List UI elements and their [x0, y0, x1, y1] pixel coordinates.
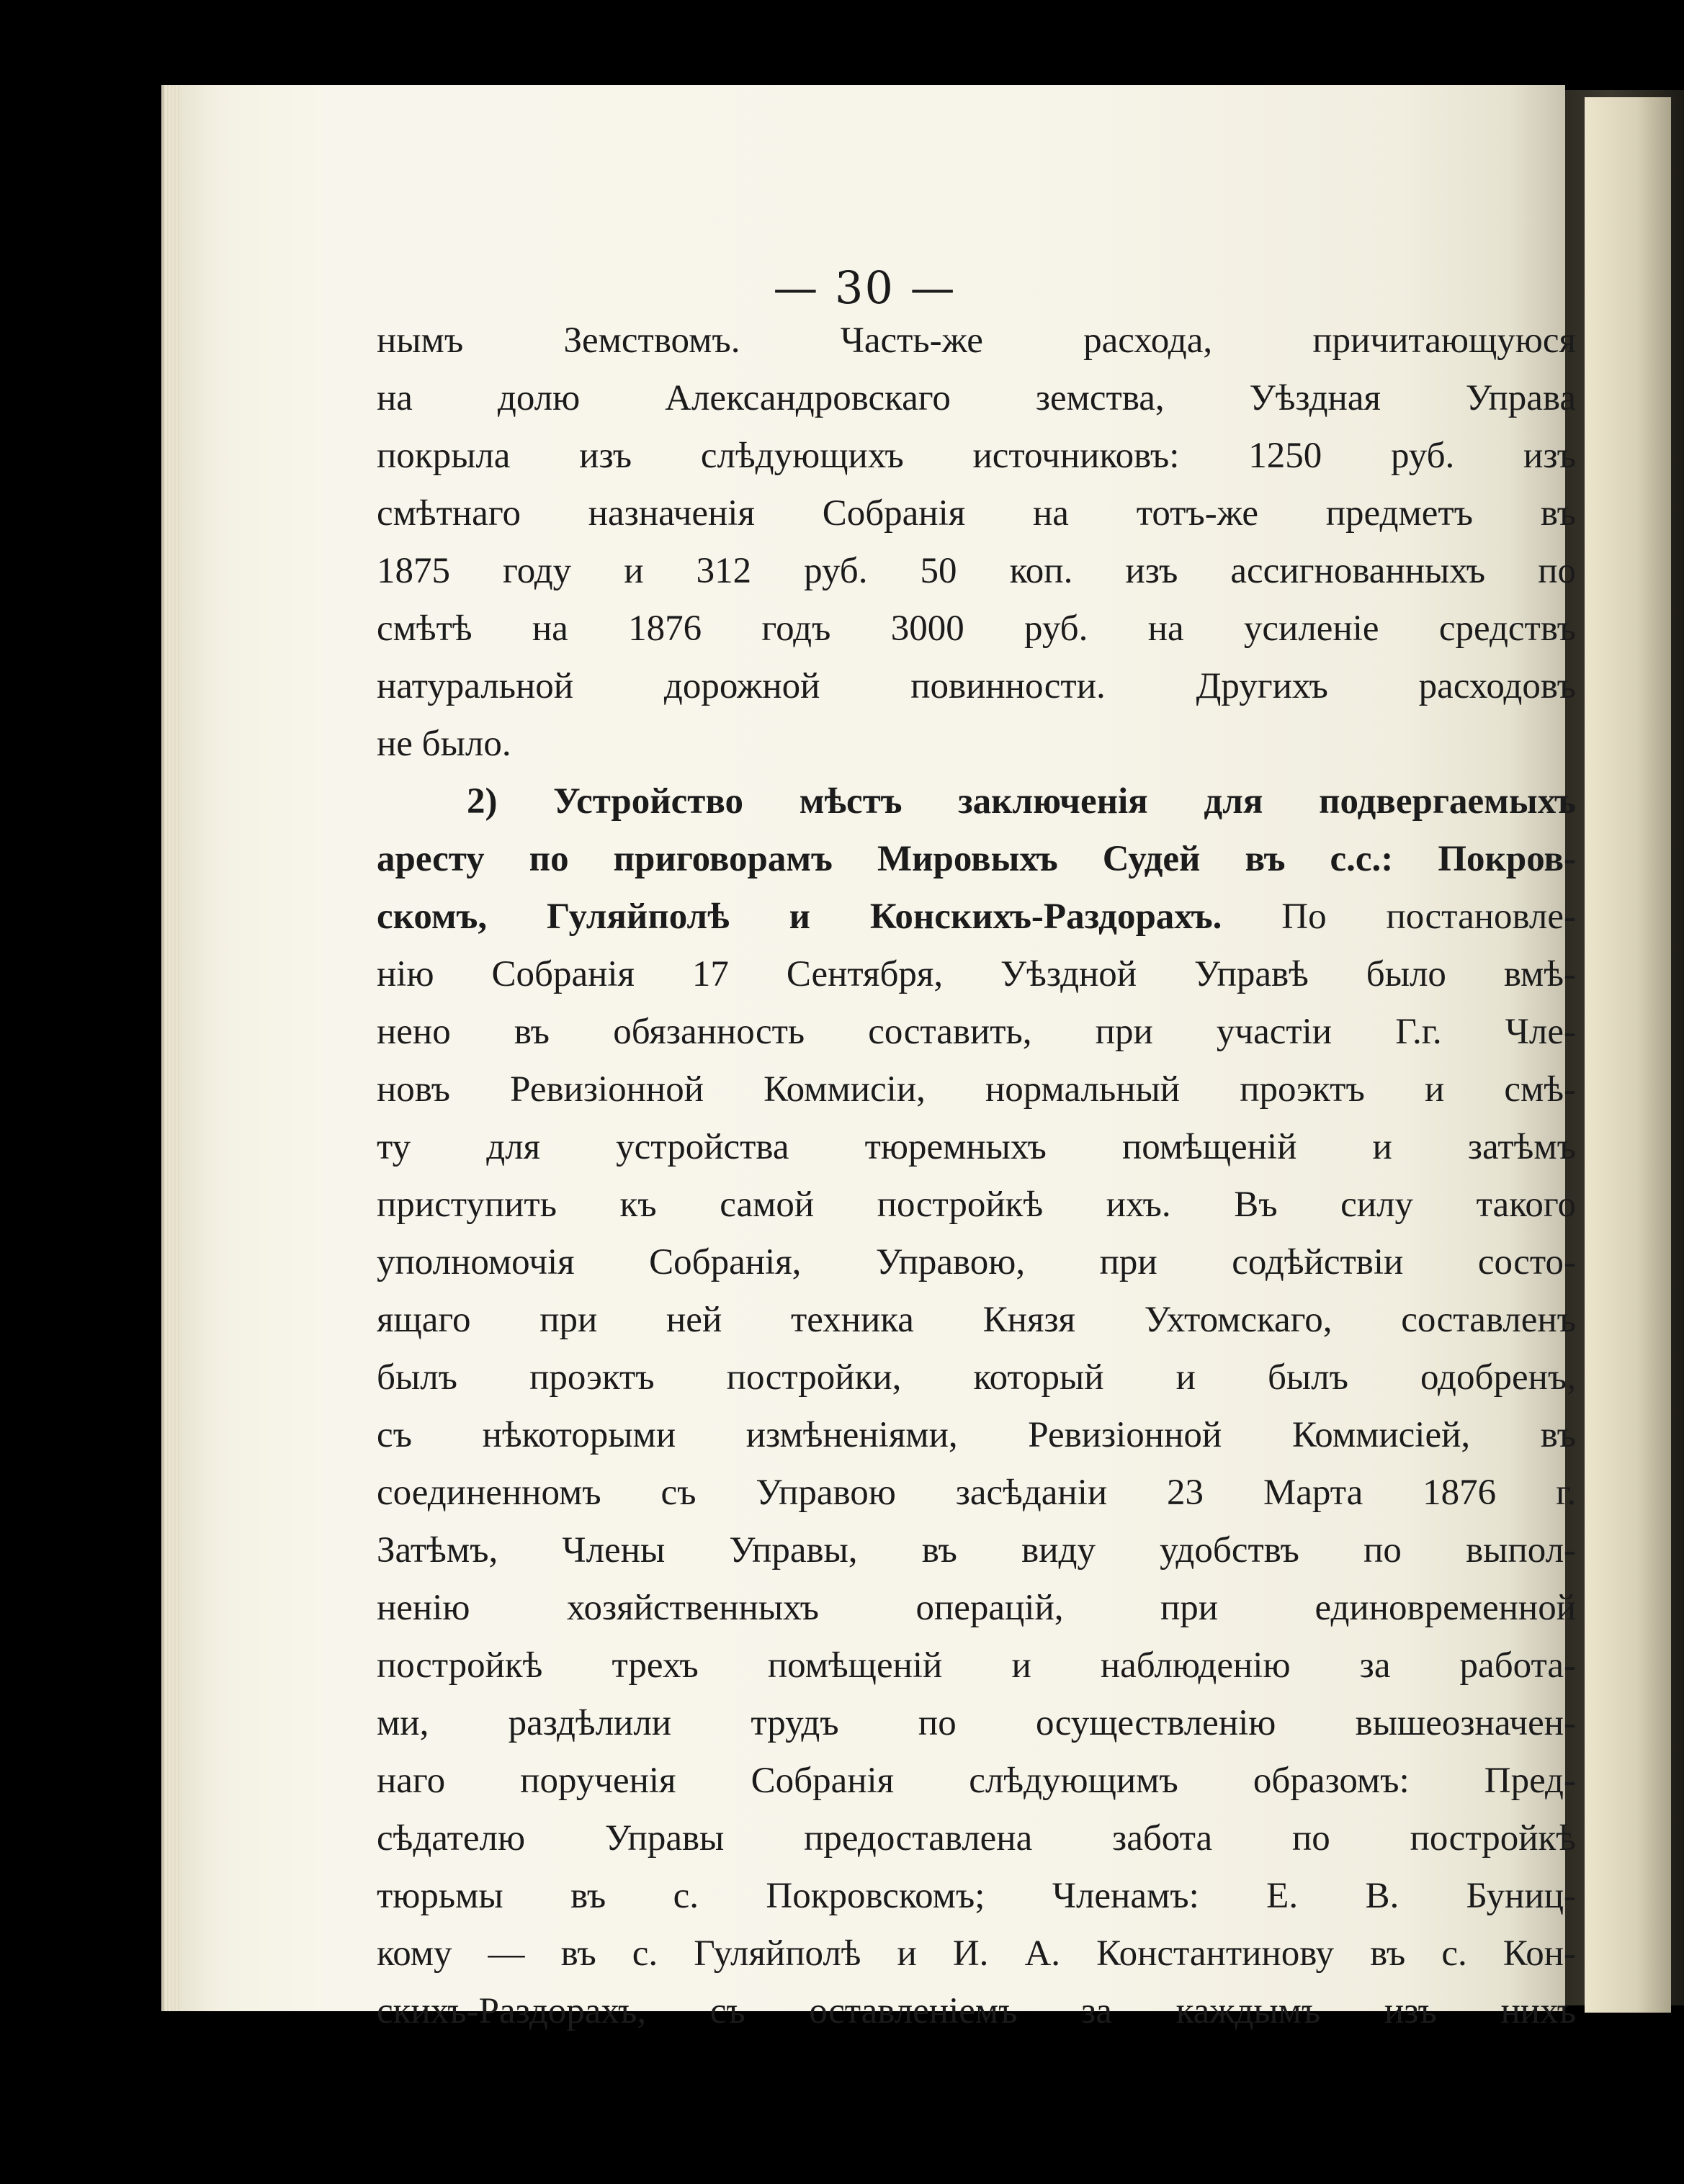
- text-line: натуральной дорожной повинности. Другихъ расходовъ: [377, 666, 1576, 706]
- text-line: кому — въ с. Гуляйполѣ и И. А. Константинову въ с. Кон-: [377, 1933, 1576, 1974]
- text-line: постройкѣ трехъ помѣщеній и наблюденію за работа-: [377, 1645, 1576, 1686]
- text-line: уполномочія Собранія, Управою, при содѣйствіи состо-: [377, 1242, 1576, 1282]
- text-line: ненію хозяйственныхъ операцій, при единовременной: [377, 1588, 1576, 1628]
- text-line: покрыла изъ слѣдующихъ источниковъ: 1250 руб. изъ: [377, 436, 1576, 476]
- text-line: смѣтнаго назначенія Собранія на тотъ-же предметъ въ: [377, 493, 1576, 534]
- text-line: смѣтѣ на 1876 годъ 3000 руб. на усиленіе средствъ: [377, 608, 1576, 649]
- text-line: наго порученія Собранія слѣдующимъ образомъ: Пред-: [377, 1761, 1576, 1801]
- page-gutter-edge: [164, 85, 180, 2011]
- section-heading-fragment: скомъ, Гуляйполѣ и Конскихъ-Раздорахъ.: [377, 896, 1222, 937]
- page-number: — 30 —: [773, 261, 957, 314]
- text-fragment: По постановле-: [1222, 896, 1576, 937]
- text-line: Затѣмъ, Члены Управы, въ виду удобствъ по выпол-: [377, 1530, 1576, 1570]
- text-line: нію Собранія 17 Сентября, Уѣздной Управѣ было вмѣ-: [377, 954, 1576, 994]
- text-line-mixed: [377, 888, 1576, 945]
- text-line: былъ проэктъ постройки, который и былъ одобренъ,: [377, 1357, 1576, 1398]
- text-line: сѣдателю Управы предоставлена забота по постройкѣ: [377, 1818, 1576, 1859]
- text-line: новъ Ревизіонной Коммисіи, нормальный проэктъ и смѣ-: [377, 1069, 1576, 1110]
- text-line: ту для устройства тюремныхъ помѣщеній и затѣмъ: [377, 1127, 1576, 1167]
- text-line: съ нѣкоторыми измѣненіями, Ревизіонной Коммисіей, въ: [377, 1415, 1576, 1455]
- text-line: не было.: [377, 724, 511, 764]
- text-line: соединенномъ съ Управою засѣданіи 23 Марта 1876 г.: [377, 1473, 1576, 1513]
- text-line: на долю Александровскаго земства, Уѣздная Управа: [377, 378, 1576, 418]
- text-line: нымъ Земствомъ. Часть-же расхода, причитающуюся: [377, 320, 1576, 361]
- text-line: нено въ обязанность составить, при участіи Г.г. Чле-: [377, 1012, 1576, 1052]
- next-leaf-edge: [1585, 97, 1671, 2013]
- body-text: [377, 312, 1576, 2040]
- text-line: ящаго при ней техника Князя Ухтомскаго, составленъ: [377, 1300, 1576, 1340]
- text-line: тюрьмы въ с. Покровскомъ; Членамъ: Е. В. Буниц-: [377, 1876, 1576, 1916]
- section-heading-line: 2) Устройство мѣстъ заключенія для подвергаемыхъ: [467, 781, 1576, 822]
- text-line: 1875 году и 312 руб. 50 коп. изъ ассигнованныхъ по: [377, 551, 1576, 591]
- text-line: скихъ-Раздорахъ, съ оставленіемъ за каждымъ изъ нихъ: [377, 1991, 1576, 2031]
- section-heading-line: аресту по приговорамъ Мировыхъ Судей въ с.с.: Покров-: [377, 839, 1576, 879]
- book-page: [164, 85, 1576, 2031]
- text-line: приступить къ самой постройкѣ ихъ. Въ силу такого: [377, 1185, 1576, 1225]
- text-line: ми, раздѣлили трудъ по осуществленію вышеозначен-: [377, 1703, 1576, 1743]
